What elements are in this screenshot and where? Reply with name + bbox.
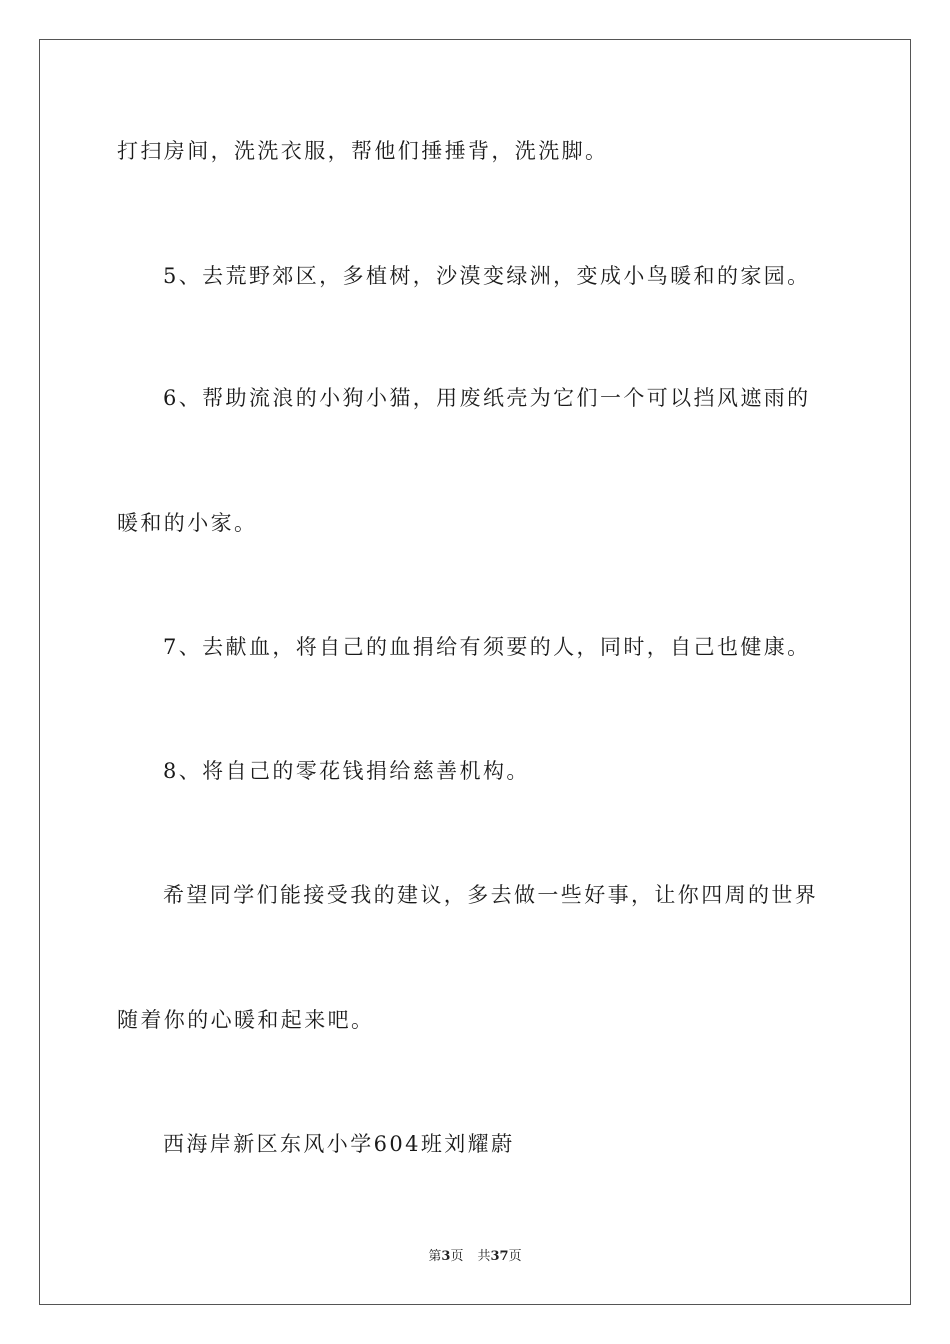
footer-total-prefix: 共 xyxy=(477,1249,491,1264)
footer-prefix: 第 xyxy=(428,1249,442,1264)
paragraph-line: 打扫房间，洗洗衣服，帮他们捶捶背，洗洗脚。 xyxy=(117,139,609,163)
footer-total-suffix: 页 xyxy=(508,1249,522,1264)
paragraph-line: 6、帮助流浪的小狗小猫，用废纸壳为它们一个可以挡风遮雨的 xyxy=(163,386,811,410)
paragraph-line: 暖和的小家。 xyxy=(117,511,258,535)
signature-line: 西海岸新区东风小学604班刘耀蔚 xyxy=(163,1132,515,1156)
page-border xyxy=(39,39,911,1305)
paragraph-line: 7、去献血，将自己的血捐给有须要的人，同时，自己也健康。 xyxy=(163,635,811,659)
paragraph-line: 随着你的心暖和起来吧。 xyxy=(117,1008,375,1032)
current-page-number: 3 xyxy=(441,1249,451,1264)
paragraph-line: 5、去荒野郊区，多植树，沙漠变绿洲，变成小鸟暖和的家园。 xyxy=(163,264,811,288)
paragraph-line: 8、将自己的零花钱捐给慈善机构。 xyxy=(163,759,530,783)
page-footer xyxy=(0,1248,950,1266)
total-pages-number: 37 xyxy=(490,1249,509,1264)
footer-page-suffix: 页 xyxy=(450,1249,464,1264)
paragraph-line: 希望同学们能接受我的建议，多去做一些好事，让你四周的世界 xyxy=(163,883,819,907)
